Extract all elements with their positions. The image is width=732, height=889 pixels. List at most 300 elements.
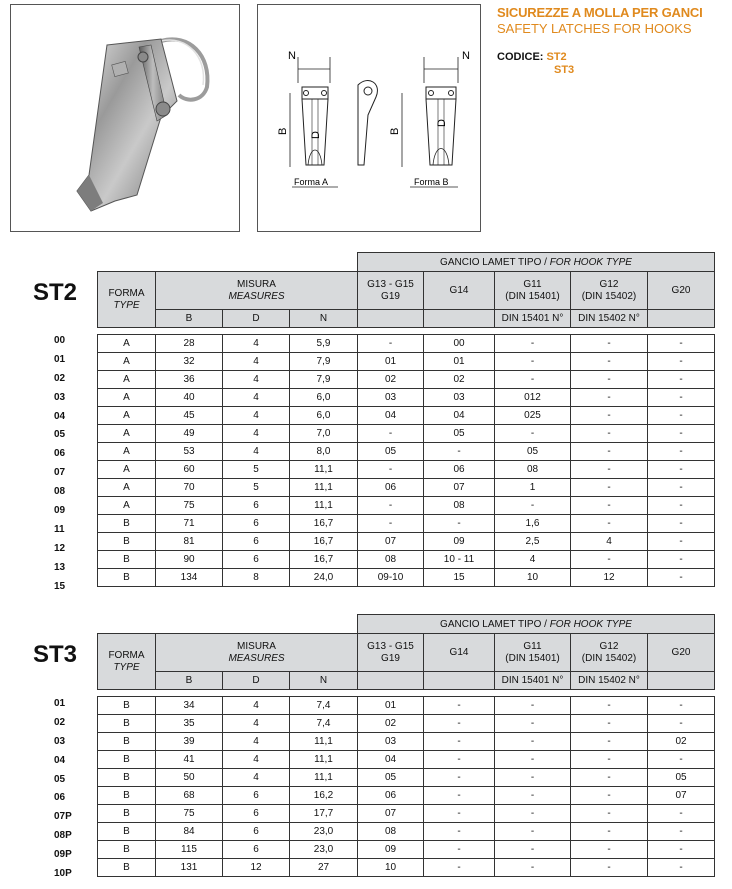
row-code: 15: [54, 580, 66, 592]
cell-g20: -: [648, 353, 715, 371]
cell-g13: 01: [358, 697, 424, 715]
cell-g20: 02: [648, 733, 715, 751]
table-row: [98, 443, 715, 461]
safety-latch-image: [11, 5, 239, 231]
cell-g13: 04: [358, 407, 424, 425]
cell-g11: 1: [495, 479, 571, 497]
cell-g11: 012: [495, 389, 571, 407]
g11-header: G11 (DIN 15401): [495, 634, 571, 672]
cell-g12: -: [571, 443, 648, 461]
cell-g20: -: [648, 859, 715, 877]
cell-g14: 00: [424, 335, 495, 353]
cell-n: 23,0: [290, 823, 358, 841]
table-corner: [98, 253, 358, 272]
cell-g13: -: [358, 515, 424, 533]
cell-forma: B: [98, 533, 156, 551]
table-row: [98, 841, 715, 859]
cell-d: 4: [223, 769, 290, 787]
cell-g11: 2,5: [495, 533, 571, 551]
cell-g20: -: [648, 515, 715, 533]
cell-n: 16,7: [290, 515, 358, 533]
g20-header: G20: [648, 634, 715, 672]
cell-b: 53: [156, 443, 223, 461]
cell-n: 16,2: [290, 787, 358, 805]
cell-g12: -: [571, 751, 648, 769]
cell-forma: B: [98, 859, 156, 877]
cell-b: 71: [156, 515, 223, 533]
cell-g12: -: [571, 859, 648, 877]
row-code: 07: [54, 467, 66, 479]
cell-g13: -: [358, 335, 424, 353]
st3-table: [97, 614, 715, 877]
cell-n: 6,0: [290, 389, 358, 407]
cell-g20: -: [648, 443, 715, 461]
cell-d: 8: [223, 569, 290, 587]
drawing-label-b-b: B: [389, 127, 401, 135]
cell-g12: -: [571, 733, 648, 751]
cell-g11: -: [495, 823, 571, 841]
cell-g13: 05: [358, 443, 424, 461]
cell-g13: 05: [358, 769, 424, 787]
drawing-label-forma-b: Forma B: [414, 177, 449, 187]
cell-b: 32: [156, 353, 223, 371]
cell-g20: 05: [648, 769, 715, 787]
cell-d: 4: [223, 697, 290, 715]
codice-line: [497, 51, 567, 63]
cell-g11: -: [495, 805, 571, 823]
cell-forma: A: [98, 425, 156, 443]
cell-g12: -: [571, 371, 648, 389]
drawing-label-n-a: N: [288, 50, 296, 62]
cell-g20: 07: [648, 787, 715, 805]
table-row: [98, 335, 715, 353]
cell-b: 35: [156, 715, 223, 733]
cell-n: 16,7: [290, 533, 358, 551]
g20-sub-header: [648, 672, 715, 690]
cell-forma: B: [98, 697, 156, 715]
hook-type-group-header: GANCIO LAMET TIPO / FOR HOOK TYPE: [358, 253, 715, 272]
cell-g11: -: [495, 335, 571, 353]
cell-g14: -: [424, 859, 495, 877]
cell-g14: 15: [424, 569, 495, 587]
g12-header: G12 (DIN 15402): [571, 272, 648, 310]
table-row: [98, 371, 715, 389]
table-row: [98, 569, 715, 587]
table-row: [98, 697, 715, 715]
cell-d: 4: [223, 407, 290, 425]
cell-g14: -: [424, 733, 495, 751]
cell-g20: -: [648, 715, 715, 733]
cell-forma: B: [98, 733, 156, 751]
cell-d: 4: [223, 389, 290, 407]
cell-g20: -: [648, 569, 715, 587]
table-row: [98, 353, 715, 371]
cell-g20: -: [648, 823, 715, 841]
cell-g14: -: [424, 443, 495, 461]
row-code: 04: [54, 410, 66, 422]
cell-g12: -: [571, 715, 648, 733]
table-row: [98, 769, 715, 787]
cell-g12: -: [571, 353, 648, 371]
cell-forma: B: [98, 751, 156, 769]
cell-d: 4: [223, 353, 290, 371]
cell-g14: -: [424, 697, 495, 715]
cell-n: 7,4: [290, 697, 358, 715]
cell-g12: -: [571, 479, 648, 497]
row-code: 13: [54, 561, 66, 573]
din15401-header: DIN 15401 N°: [495, 310, 571, 328]
g13-header: G13 - G15 G19: [358, 272, 424, 310]
st2-code-column: [14, 332, 84, 596]
cell-b: 70: [156, 479, 223, 497]
cell-g12: -: [571, 407, 648, 425]
cell-g14: 06: [424, 461, 495, 479]
cell-n: 23,0: [290, 841, 358, 859]
cell-g13: 09-10: [358, 569, 424, 587]
cell-g11: -: [495, 787, 571, 805]
product-photo: [10, 4, 240, 232]
cell-g12: -: [571, 335, 648, 353]
st2-table: [97, 252, 715, 587]
cell-d: 6: [223, 515, 290, 533]
cell-g13: 03: [358, 389, 424, 407]
cell-g11: -: [495, 697, 571, 715]
cell-d: 4: [223, 733, 290, 751]
cell-n: 17,7: [290, 805, 358, 823]
row-code: 08: [54, 486, 66, 498]
cell-forma: B: [98, 823, 156, 841]
row-code: 03: [54, 391, 66, 403]
cell-g14: -: [424, 805, 495, 823]
cell-g13: 09: [358, 841, 424, 859]
cell-n: 16,7: [290, 551, 358, 569]
row-code: 06: [54, 448, 66, 460]
cell-n: 7,9: [290, 353, 358, 371]
cell-forma: B: [98, 715, 156, 733]
b-header: B: [156, 310, 223, 328]
cell-forma: A: [98, 389, 156, 407]
table-spacer: [98, 328, 715, 335]
technical-drawing: [257, 4, 481, 232]
g14-header: G14: [424, 272, 495, 310]
cell-g12: -: [571, 389, 648, 407]
cell-d: 6: [223, 787, 290, 805]
cell-d: 4: [223, 715, 290, 733]
row-code: 10P: [54, 868, 72, 880]
cell-g20: -: [648, 425, 715, 443]
cell-d: 6: [223, 841, 290, 859]
table-row: [98, 425, 715, 443]
cell-g13: 08: [358, 823, 424, 841]
cell-g13: 03: [358, 733, 424, 751]
row-code: 02: [54, 716, 66, 728]
cell-n: 11,1: [290, 733, 358, 751]
dimension-drawing: [258, 5, 480, 231]
cell-forma: B: [98, 515, 156, 533]
g13-sub-header: [358, 310, 424, 328]
cell-n: 11,1: [290, 479, 358, 497]
drawing-label-d-b: D: [436, 119, 448, 127]
table-row: [98, 515, 715, 533]
cell-g12: -: [571, 769, 648, 787]
cell-g12: -: [571, 551, 648, 569]
cell-g20: -: [648, 841, 715, 859]
cell-b: 75: [156, 497, 223, 515]
b-header: B: [156, 672, 223, 690]
st3-label: ST3: [33, 641, 78, 668]
cell-g14: -: [424, 751, 495, 769]
g20-header: G20: [648, 272, 715, 310]
cell-g14: -: [424, 715, 495, 733]
cell-forma: A: [98, 335, 156, 353]
cell-g12: -: [571, 805, 648, 823]
cell-forma: A: [98, 443, 156, 461]
cell-forma: B: [98, 787, 156, 805]
cell-b: 34: [156, 697, 223, 715]
cell-g11: 4: [495, 551, 571, 569]
cell-g11: 05: [495, 443, 571, 461]
cell-g20: -: [648, 407, 715, 425]
cell-g14: 01: [424, 353, 495, 371]
row-code: 08P: [54, 830, 72, 842]
cell-b: 39: [156, 733, 223, 751]
row-code: 09P: [54, 849, 72, 861]
cell-g13: 07: [358, 533, 424, 551]
cell-g11: 10: [495, 569, 571, 587]
cell-forma: A: [98, 353, 156, 371]
cell-d: 4: [223, 425, 290, 443]
cell-g13: 02: [358, 371, 424, 389]
row-code: 09: [54, 505, 66, 517]
table-row: [98, 715, 715, 733]
title-english: SAFETY LATCHES FOR HOOKS: [497, 21, 692, 36]
cell-n: 27: [290, 859, 358, 877]
table-row: [98, 497, 715, 515]
row-code: 06: [54, 792, 66, 804]
cell-g11: 08: [495, 461, 571, 479]
table-row: [98, 551, 715, 569]
g13-header: G13 - G15 G19: [358, 634, 424, 672]
cell-g11: -: [495, 751, 571, 769]
table-row: [98, 407, 715, 425]
cell-g14: 10 - 11: [424, 551, 495, 569]
row-code: 05: [54, 773, 66, 785]
row-code: 05: [54, 429, 66, 441]
cell-b: 84: [156, 823, 223, 841]
row-code: 01: [54, 698, 66, 709]
cell-n: 7,0: [290, 425, 358, 443]
cell-g20: -: [648, 479, 715, 497]
row-code: 01: [54, 353, 66, 365]
cell-g13: 06: [358, 479, 424, 497]
row-code: 00: [54, 335, 66, 346]
cell-b: 50: [156, 769, 223, 787]
cell-g12: -: [571, 515, 648, 533]
cell-b: 28: [156, 335, 223, 353]
row-code: 03: [54, 735, 66, 747]
table-row: [98, 389, 715, 407]
cell-n: 6,0: [290, 407, 358, 425]
cell-d: 4: [223, 371, 290, 389]
cell-g20: -: [648, 497, 715, 515]
cell-d: 6: [223, 805, 290, 823]
cell-d: 6: [223, 533, 290, 551]
cell-d: 4: [223, 335, 290, 353]
cell-d: 5: [223, 479, 290, 497]
cell-g12: -: [571, 841, 648, 859]
cell-forma: A: [98, 461, 156, 479]
din15401-header: DIN 15401 N°: [495, 672, 571, 690]
n-header: N: [290, 672, 358, 690]
table-row: [98, 733, 715, 751]
cell-forma: B: [98, 805, 156, 823]
cell-g11: -: [495, 733, 571, 751]
cell-d: 12: [223, 859, 290, 877]
cell-g11: -: [495, 497, 571, 515]
cell-g11: -: [495, 371, 571, 389]
cell-g12: -: [571, 425, 648, 443]
cell-forma: A: [98, 497, 156, 515]
cell-g11: -: [495, 425, 571, 443]
cell-g20: -: [648, 461, 715, 479]
d-header: D: [223, 310, 290, 328]
cell-g13: 08: [358, 551, 424, 569]
cell-g12: 4: [571, 533, 648, 551]
hook-type-group-header: GANCIO LAMET TIPO / FOR HOOK TYPE: [358, 615, 715, 634]
cell-b: 49: [156, 425, 223, 443]
cell-g14: 08: [424, 497, 495, 515]
table-corner: [98, 615, 358, 634]
cell-g14: -: [424, 841, 495, 859]
din15402-header: DIN 15402 N°: [571, 672, 648, 690]
cell-g13: 10: [358, 859, 424, 877]
cell-b: 81: [156, 533, 223, 551]
table-row: [98, 461, 715, 479]
cell-g11: -: [495, 353, 571, 371]
cell-g11: 1,6: [495, 515, 571, 533]
cell-g20: -: [648, 751, 715, 769]
cell-g13: 06: [358, 787, 424, 805]
cell-n: 5,9: [290, 335, 358, 353]
cell-g14: 02: [424, 371, 495, 389]
din15402-header: DIN 15402 N°: [571, 310, 648, 328]
cell-d: 6: [223, 551, 290, 569]
cell-d: 5: [223, 461, 290, 479]
cell-n: 7,9: [290, 371, 358, 389]
cell-g14: -: [424, 515, 495, 533]
cell-b: 36: [156, 371, 223, 389]
cell-g12: -: [571, 461, 648, 479]
cell-g12: 12: [571, 569, 648, 587]
forma-header: FORMA TYPE: [98, 272, 156, 328]
cell-g11: -: [495, 769, 571, 787]
cell-b: 45: [156, 407, 223, 425]
cell-d: 4: [223, 443, 290, 461]
cell-g20: -: [648, 335, 715, 353]
cell-g13: -: [358, 461, 424, 479]
cell-b: 75: [156, 805, 223, 823]
cell-forma: A: [98, 371, 156, 389]
cell-g20: -: [648, 805, 715, 823]
cell-g11: -: [495, 841, 571, 859]
cell-g14: -: [424, 769, 495, 787]
cell-d: 6: [223, 823, 290, 841]
drawing-label-b-a: B: [277, 127, 289, 135]
cell-g11: -: [495, 859, 571, 877]
row-code: 02: [54, 372, 66, 384]
table-row: [98, 805, 715, 823]
cell-g12: -: [571, 697, 648, 715]
drawing-label-n-b: N: [462, 50, 470, 62]
cell-g12: -: [571, 787, 648, 805]
drawing-label-d-a: D: [310, 131, 322, 139]
table-row: [98, 787, 715, 805]
cell-g14: 03: [424, 389, 495, 407]
g14-header: G14: [424, 634, 495, 672]
cell-b: 90: [156, 551, 223, 569]
cell-forma: B: [98, 841, 156, 859]
g13-sub-header: [358, 672, 424, 690]
row-code: 07P: [54, 811, 72, 823]
cell-g13: 01: [358, 353, 424, 371]
table-row: [98, 751, 715, 769]
table-row: [98, 859, 715, 877]
g20-sub-header: [648, 310, 715, 328]
cell-b: 60: [156, 461, 223, 479]
cell-b: 41: [156, 751, 223, 769]
cell-g13: -: [358, 425, 424, 443]
cell-g20: -: [648, 551, 715, 569]
cell-b: 40: [156, 389, 223, 407]
cell-forma: A: [98, 407, 156, 425]
cell-g12: -: [571, 497, 648, 515]
cell-g14: 09: [424, 533, 495, 551]
table-spacer: [98, 690, 715, 697]
cell-g13: -: [358, 497, 424, 515]
cell-g20: -: [648, 533, 715, 551]
cell-g14: 05: [424, 425, 495, 443]
misura-header: MISURA MEASURES: [156, 634, 358, 672]
cell-g20: -: [648, 371, 715, 389]
table-row: [98, 479, 715, 497]
codice-st2: ST2: [546, 51, 567, 63]
table-row: [98, 823, 715, 841]
cell-n: 8,0: [290, 443, 358, 461]
row-code: 11: [54, 523, 65, 535]
cell-b: 134: [156, 569, 223, 587]
cell-g20: -: [648, 389, 715, 407]
cell-g11: -: [495, 715, 571, 733]
g14-sub-header: [424, 672, 495, 690]
cell-g14: -: [424, 787, 495, 805]
cell-g14: 04: [424, 407, 495, 425]
row-code: 04: [54, 754, 66, 766]
cell-g13: 04: [358, 751, 424, 769]
n-header: N: [290, 310, 358, 328]
g11-header: G11 (DIN 15401): [495, 272, 571, 310]
title-italian: SICUREZZE A MOLLA PER GANCI: [497, 5, 703, 20]
cell-d: 6: [223, 497, 290, 515]
cell-n: 24,0: [290, 569, 358, 587]
cell-b: 131: [156, 859, 223, 877]
st3-code-column: [14, 695, 84, 884]
codice-label: CODICE:: [497, 51, 544, 63]
table-row: [98, 533, 715, 551]
cell-n: 11,1: [290, 497, 358, 515]
st2-label: ST2: [33, 279, 78, 306]
cell-g20: -: [648, 697, 715, 715]
forma-header: FORMA TYPE: [98, 634, 156, 690]
